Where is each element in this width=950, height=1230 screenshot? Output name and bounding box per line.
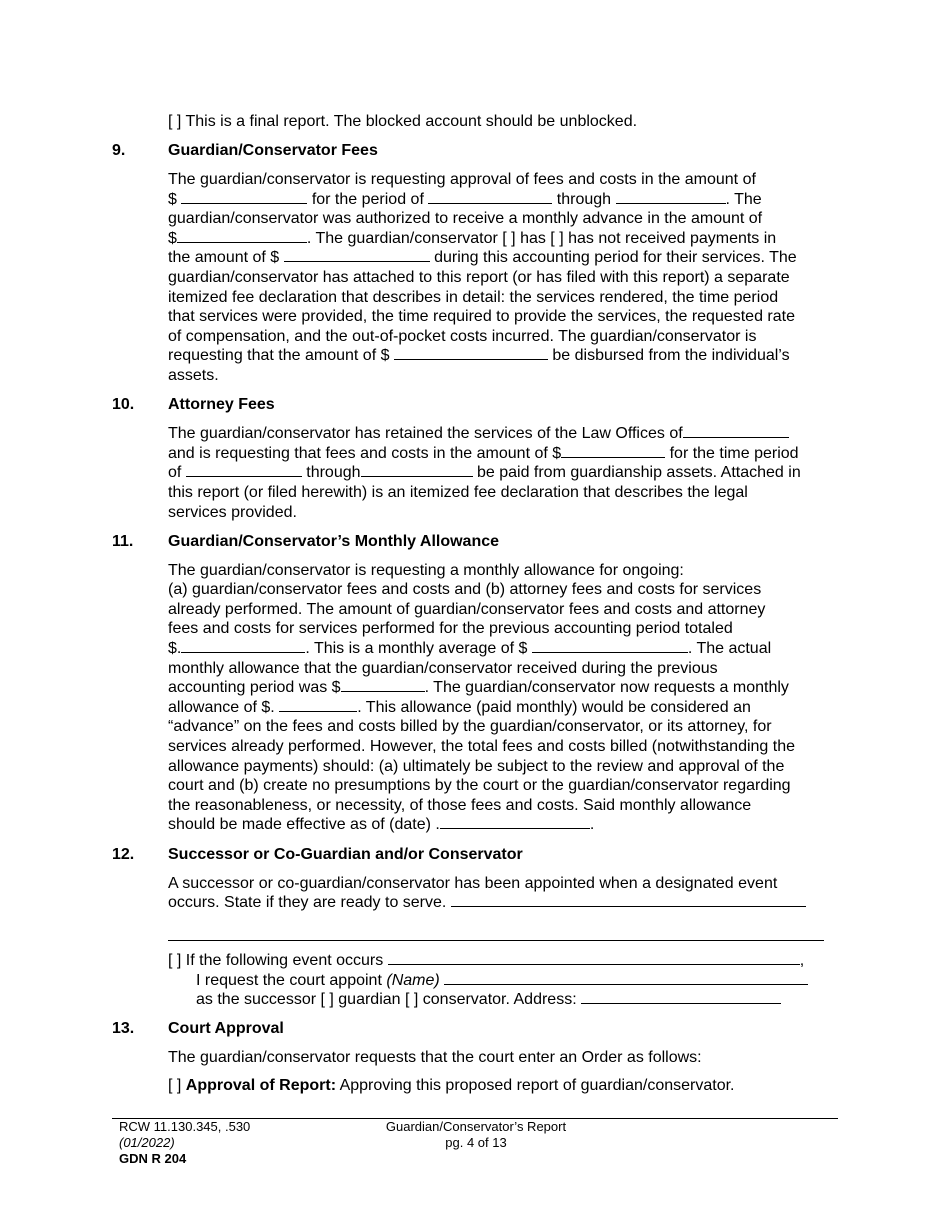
monthly-advance-field[interactable]	[177, 229, 307, 243]
s10-text: The guardian/conservator has retained the services of the Law Offices of	[168, 425, 683, 442]
s11-text: . The guardian/conservator now requests a monthly	[424, 679, 789, 696]
disburse-amount-field[interactable]	[394, 346, 548, 360]
s10-line: services provided.	[168, 504, 297, 521]
footer-date: (01/2022)	[119, 1135, 175, 1150]
section-10-title: Attorney Fees	[168, 396, 275, 413]
section-9-number: 9.	[112, 142, 126, 159]
s9-line: The guardian/conservator is requesting approval of fees and costs in the amount of	[168, 171, 756, 188]
monthly-average-field[interactable]	[532, 639, 688, 653]
s10-line	[168, 424, 789, 444]
section-11-title: Guardian/Conservator’s Monthly Allowance	[168, 533, 500, 550]
s11-line: monthly allowance that the guardian/conservator received during the previous	[168, 660, 718, 677]
section-13-title: Court Approval	[168, 1020, 284, 1037]
s13-line: The guardian/conservator requests that the court enter an Order as follows:	[168, 1049, 702, 1066]
s9-line	[168, 229, 776, 249]
s12-line: A successor or co-guardian/conservator has been appointed when a designated event	[168, 875, 778, 892]
fees-period-to-field[interactable]	[616, 190, 726, 204]
attorney-period-from-field[interactable]	[186, 463, 302, 477]
s12-line	[168, 893, 806, 913]
s9-line: guardian/conservator was authorized to receive a monthly advance in the amount of	[168, 210, 763, 227]
s10-line	[168, 463, 801, 483]
section-12-title: Successor or Co-Guardian and/or Conservator	[168, 846, 523, 863]
s11-text: $.	[168, 640, 182, 657]
allowance-requested-field[interactable]	[279, 698, 357, 712]
s9-text: $	[168, 230, 177, 247]
s9-text: . The guardian/conservator [ ] has [ ] has not received payments in	[306, 230, 777, 247]
s10-text: for the time period	[669, 445, 799, 462]
s12-text: I request the court appoint	[196, 972, 382, 989]
final-report-text: This is a final report. The blocked account should be unblocked.	[185, 113, 638, 130]
s11-line	[168, 815, 594, 835]
s9-text: for the period of	[311, 191, 424, 208]
s12-line	[196, 990, 781, 1010]
section-12-number: 12.	[112, 846, 135, 863]
s11-text: . The actual	[687, 640, 772, 657]
s12-text: (Name)	[386, 972, 440, 989]
s11-line: “advance” on the fees and costs billed by the guardian/conservator, or its attorney, for	[168, 718, 772, 735]
s13-line	[168, 1076, 734, 1096]
s11-line	[168, 639, 771, 659]
s11-line: court and (b) create no presumptions by the court or the guardian/conservator regarding	[168, 777, 791, 794]
approval-checkbox[interactable]: [ ]	[168, 1077, 182, 1094]
s10-text: of	[168, 464, 182, 481]
section-9-title: Guardian/Conservator Fees	[168, 142, 378, 159]
footer-rcw: RCW 11.130.345, .530	[119, 1119, 251, 1134]
s9-line	[168, 190, 762, 210]
footer-title: Guardian/Conservator’s Report	[385, 1119, 567, 1134]
successor-address-field[interactable]	[581, 990, 781, 1004]
s11-line: (a) guardian/conservator fees and costs and (b) attorney fees and costs for services	[168, 581, 762, 598]
footer-form-number: GDN R 204	[119, 1151, 187, 1166]
total-fees-field[interactable]	[181, 639, 305, 653]
attorney-fee-amount-field[interactable]	[561, 444, 665, 458]
s12-text: as the successor [ ] guardian [ ] conservator. Address:	[196, 991, 577, 1008]
fees-period-from-field[interactable]	[428, 190, 552, 204]
s11-line: fees and costs for services performed for the previous accounting period totaled	[168, 620, 733, 637]
ready-to-serve-field-2[interactable]	[168, 940, 824, 941]
s9-line: guardian/conservator has attached to this report (or has filed with this report) a separate	[168, 269, 790, 286]
s11-line: already performed. The amount of guardian/conservator fees and costs and attorney	[168, 601, 766, 618]
s11-text: accounting period was $	[168, 679, 341, 696]
attorney-period-to-field[interactable]	[361, 463, 473, 477]
section-11-number: 11.	[112, 533, 134, 550]
s9-text: be disbursed from the individual’s	[552, 347, 790, 364]
s12-line	[168, 951, 804, 971]
s11-text: allowance of $.	[168, 699, 275, 716]
s11-line: the reasonableness, or necessity, of those fees and costs. Said monthly allowance	[168, 797, 752, 814]
allowance-received-field[interactable]	[341, 678, 425, 692]
section-13-number: 13.	[112, 1020, 135, 1037]
s12-text: occurs. State if they are ready to serve.	[168, 894, 447, 911]
successor-checkbox[interactable]: [ ]	[168, 952, 182, 969]
s11-text: .	[589, 816, 595, 833]
s10-line: this report (or filed herewith) is an itemized fee declaration that describes the legal	[168, 484, 748, 501]
fees-amount-field[interactable]	[181, 190, 307, 204]
s10-line	[168, 444, 799, 464]
section-10-number: 10.	[112, 396, 135, 413]
s9-line: assets.	[168, 367, 219, 384]
s11-line	[168, 698, 751, 718]
ready-to-serve-field[interactable]	[451, 893, 806, 907]
final-report-line	[168, 112, 637, 132]
s11-line	[168, 678, 789, 698]
s10-text: be paid from guardianship assets. Attached in	[476, 464, 801, 481]
s9-line	[168, 346, 790, 366]
s9-text: through	[556, 191, 612, 208]
s11-text: should be made effective as of (date) .	[168, 816, 440, 833]
payments-received-field[interactable]	[284, 248, 430, 262]
s9-line: of compensation, and the out-of-pocket costs incurred. The guardian/conservator is	[168, 328, 757, 345]
s12-text: If the following event occurs	[185, 952, 384, 969]
s9-line	[168, 248, 797, 268]
s11-text: . This allowance (paid monthly) would be considered an	[357, 699, 751, 716]
s9-line: itemized fee declaration that describes in detail: the services rendered, the time period	[168, 289, 779, 306]
approval-label: Approval of Report:	[185, 1077, 337, 1094]
s9-text: . The	[725, 191, 762, 208]
s12-line	[196, 971, 808, 991]
final-report-checkbox[interactable]: [ ]	[168, 113, 182, 130]
s11-text: . This is a monthly average of $	[305, 640, 528, 657]
s10-text: through	[306, 464, 361, 481]
footer-page-number: pg. 4 of 13	[445, 1135, 507, 1150]
s13-text: Approving this proposed report of guardian/conservator.	[339, 1077, 735, 1094]
successor-name-field[interactable]	[444, 971, 808, 985]
s9-text: during this accounting period for their services. The	[434, 249, 797, 266]
s11-line: The guardian/conservator is requesting a monthly allowance for ongoing:	[168, 562, 684, 579]
s9-text: requesting that the amount of $	[168, 347, 390, 364]
effective-date-field[interactable]	[440, 815, 590, 829]
s9-text: $	[168, 191, 177, 208]
s10-text: and is requesting that fees and costs in the amount of $	[168, 445, 562, 462]
s9-text: the amount of $	[168, 249, 280, 266]
law-office-field[interactable]	[683, 424, 789, 438]
s9-line: that services were provided, the time required to provide the services, the requested rate	[168, 308, 795, 325]
s11-line: allowance payments) should: (a) ultimately be subject to the review and approval of the	[168, 758, 785, 775]
s11-line: services already performed. However, the total fees and costs billed (notwithstanding the	[168, 738, 795, 755]
designated-event-field[interactable]	[388, 951, 800, 965]
s12-text: ,	[799, 952, 805, 969]
